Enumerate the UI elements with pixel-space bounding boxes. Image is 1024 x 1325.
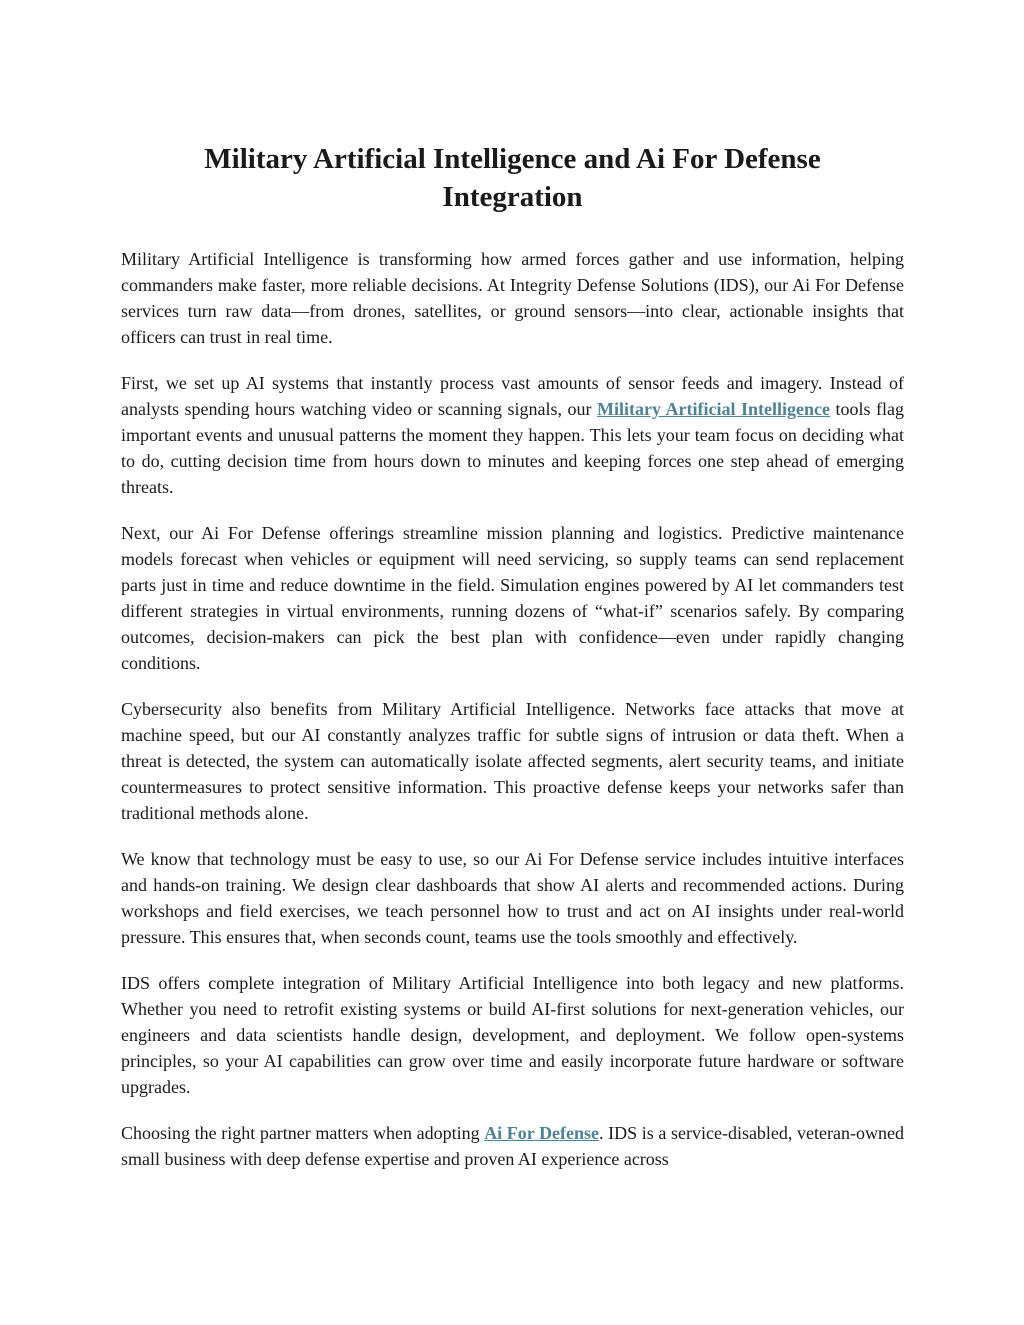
paragraph-text: tools flag important events and unusual patterns the moment they happen. This lets your team focus on deciding what to do, cutting decision time from hours down to minutes and keeping forces one step ahead of emerging threats. [121,399,904,497]
paragraph-sensor-processing [121,370,904,500]
paragraph-training: We know that technology must be easy to use, so our Ai For Defense service includes intuitive interfaces and hands-on training. We design clear dashboards that show AI alerts and recommended actions. During workshops and field exercises, we teach personnel how to trust and act on AI insights under real-world pressure. This ensures that, when seconds count, teams use the tools smoothly and effectively. [121,849,904,947]
paragraph-text: . IDS is a service-disabled, veteran-owned small business with deep defense expertise and proven AI experience across [121,1123,904,1169]
paragraph-intro: Military Artificial Intelligence is transforming how armed forces gather and use information, helping commanders make faster, more reliable decisions. At Integrity Defense Solutions (IDS), our Ai For Defense services turn raw data—from drones, satellites, or ground sensors—into clear, actionable insights that officers can trust in real time. [121,249,904,347]
document-page [121,140,904,1192]
ai-for-defense-link[interactable]: Ai For Defense [484,1123,600,1143]
document-title: Military Artificial Intelligence and Ai For Defense Integration [204,143,821,213]
paragraph-integration: IDS offers complete integration of Military Artificial Intelligence into both legacy and new platforms. Whether you need to retrofit existing systems or build AI-first solutions for next-generation vehicles, our engineers and data scientists handle design, development, and deployment. We follow open-systems principles, so your AI capabilities can grow over time and easily incorporate future hardware or software upgrades. [121,973,904,1097]
document-body [121,246,904,1172]
military-ai-link[interactable]: Military Artificial Intelligence [597,399,830,419]
paragraph-cybersecurity: Cybersecurity also benefits from Military Artificial Intelligence. Networks face attacks that move at machine speed, but our AI constantly analyzes traffic for subtle signs of intrusion or data theft. When a threat is detected, the system can automatically isolate affected segments, alert security teams, and initiate countermeasures to protect sensitive information. This proactive defense keeps your networks safer than traditional methods alone. [121,699,904,823]
paragraph-mission-planning: Next, our Ai For Defense offerings streamline mission planning and logistics. Predictive maintenance models forecast when vehicles or equipment will need servicing, so supply teams can send replacement parts just in time and reduce downtime in the field. Simulation engines powered by AI let commanders test different strategies in virtual environments, running dozens of “what-if” scenarios safely. By comparing outcomes, decision-makers can pick the best plan with confidence—even under rapidly changing conditions. [121,523,904,673]
paragraph-text: First, we set up AI systems that instantly process vast amounts of sensor feeds and imagery. Instead of analysts spending hours watching video or scanning signals, our [121,373,904,419]
paragraph-partner [121,1120,904,1172]
paragraph-text: Choosing the right partner matters when adopting [121,1123,485,1143]
